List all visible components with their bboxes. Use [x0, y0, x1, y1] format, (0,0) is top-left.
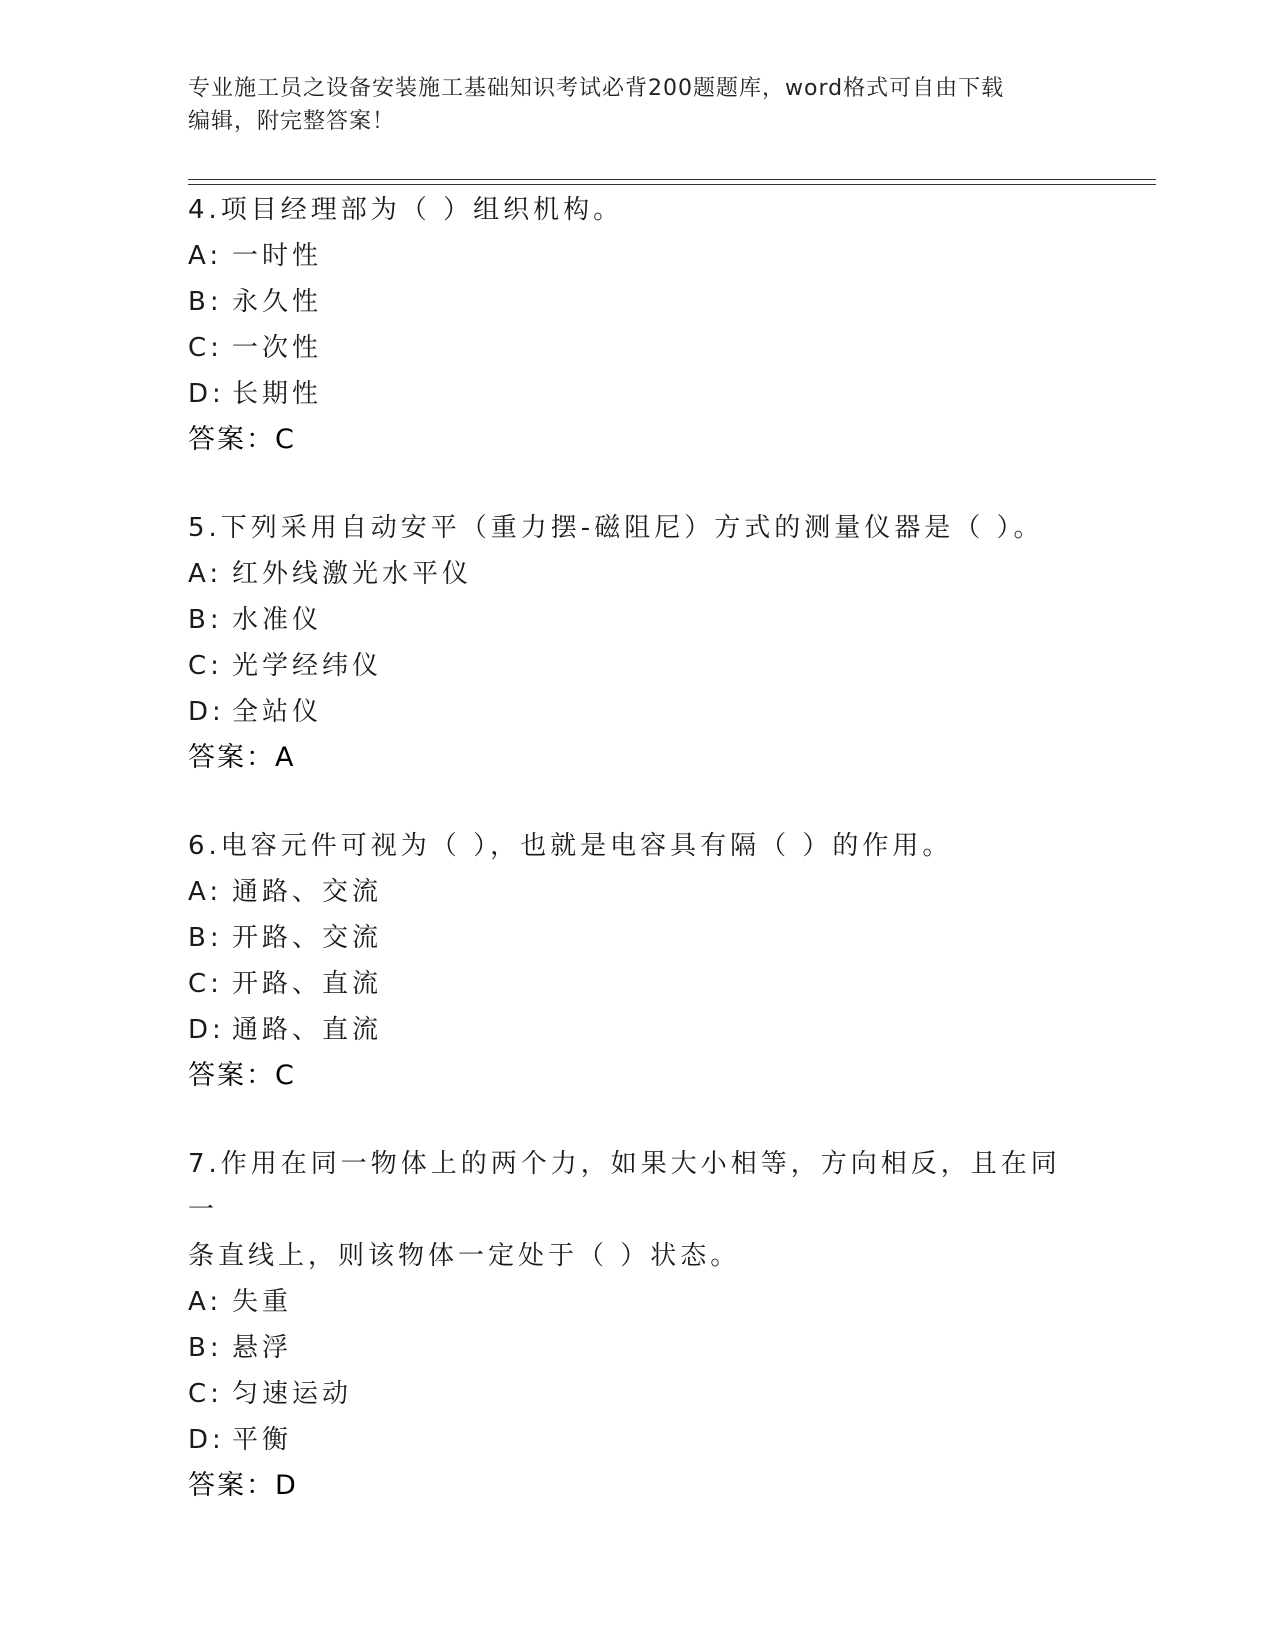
option-d: [188, 371, 1068, 417]
option-text: 一次性: [232, 333, 323, 363]
option-b: [188, 279, 1068, 325]
option-c: [188, 643, 1068, 689]
option-c: [188, 1371, 1068, 1417]
question-6: [188, 823, 1068, 1099]
option-key: A:: [188, 559, 223, 589]
option-a: [188, 1279, 1068, 1325]
option-key: B:: [188, 1333, 223, 1363]
option-key: C:: [188, 969, 223, 999]
option-text: 通路、交流: [232, 877, 383, 907]
option-key: D:: [188, 1425, 225, 1455]
option-key: C:: [188, 651, 223, 681]
option-b: [188, 915, 1068, 961]
option-key: D:: [188, 379, 225, 409]
option-d: [188, 1007, 1068, 1053]
option-b: [188, 1325, 1068, 1371]
header-line-1: 专业施工员之设备安装施工基础知识考试必背200题题库，word格式可自由下载: [188, 76, 1005, 101]
option-text: 平衡: [232, 1425, 293, 1455]
option-text: 通路、直流: [232, 1015, 383, 1045]
question-stem-line-1: 7.作用在同一物体上的两个力，如果大小相等，方向相反，且在同一: [188, 1149, 1061, 1225]
option-a: [188, 869, 1068, 915]
option-b: [188, 597, 1068, 643]
option-text: 全站仪: [232, 697, 323, 727]
question-stem: 5.下列采用自动安平（重力摆-磁阻尼）方式的测量仪器是（ ）。: [188, 513, 1044, 543]
option-a: [188, 233, 1068, 279]
option-text: 永久性: [232, 287, 323, 317]
question-5: [188, 505, 1068, 781]
option-text: 一时性: [232, 241, 323, 271]
option-c: [188, 325, 1068, 371]
option-text: 光学经纬仪: [232, 651, 383, 681]
header-divider-top: [188, 179, 1156, 180]
question-stem: 4.项目经理部为（ ）组织机构。: [188, 195, 624, 225]
option-d: [188, 1417, 1068, 1463]
option-text: 长期性: [232, 379, 323, 409]
answer-label: 答案：C: [188, 1060, 296, 1091]
answer-label: 答案：A: [188, 742, 296, 773]
document-header: [188, 72, 1088, 138]
option-text: 红外线激光水平仪: [232, 559, 473, 589]
answer-label: 答案：D: [188, 1470, 298, 1501]
question-4: [188, 187, 1068, 463]
option-text: 水准仪: [232, 605, 323, 635]
header-divider-bottom: [188, 184, 1156, 185]
option-text: 失重: [232, 1287, 293, 1317]
option-text: 开路、交流: [232, 923, 383, 953]
answer-label: 答案：C: [188, 424, 296, 455]
option-key: D:: [188, 1015, 225, 1045]
option-key: B:: [188, 923, 223, 953]
option-text: 匀速运动: [232, 1379, 353, 1409]
option-text: 开路、直流: [232, 969, 383, 999]
option-key: A:: [188, 1287, 223, 1317]
question-7: [188, 1141, 1068, 1509]
option-key: A:: [188, 877, 223, 907]
question-stem-line-2: 条直线上，则该物体一定处于（ ）状态。: [188, 1241, 741, 1271]
option-text: 悬浮: [232, 1333, 293, 1363]
option-key: A:: [188, 241, 223, 271]
option-key: B:: [188, 287, 223, 317]
option-key: C:: [188, 333, 223, 363]
option-key: B:: [188, 605, 223, 635]
option-key: D:: [188, 697, 225, 727]
option-d: [188, 689, 1068, 735]
option-a: [188, 551, 1068, 597]
option-c: [188, 961, 1068, 1007]
option-key: C:: [188, 1379, 223, 1409]
header-line-2: 编辑，附完整答案！: [188, 109, 396, 134]
question-stem: 6.电容元件可视为（ ），也就是电容具有隔（ ）的作用。: [188, 831, 953, 861]
